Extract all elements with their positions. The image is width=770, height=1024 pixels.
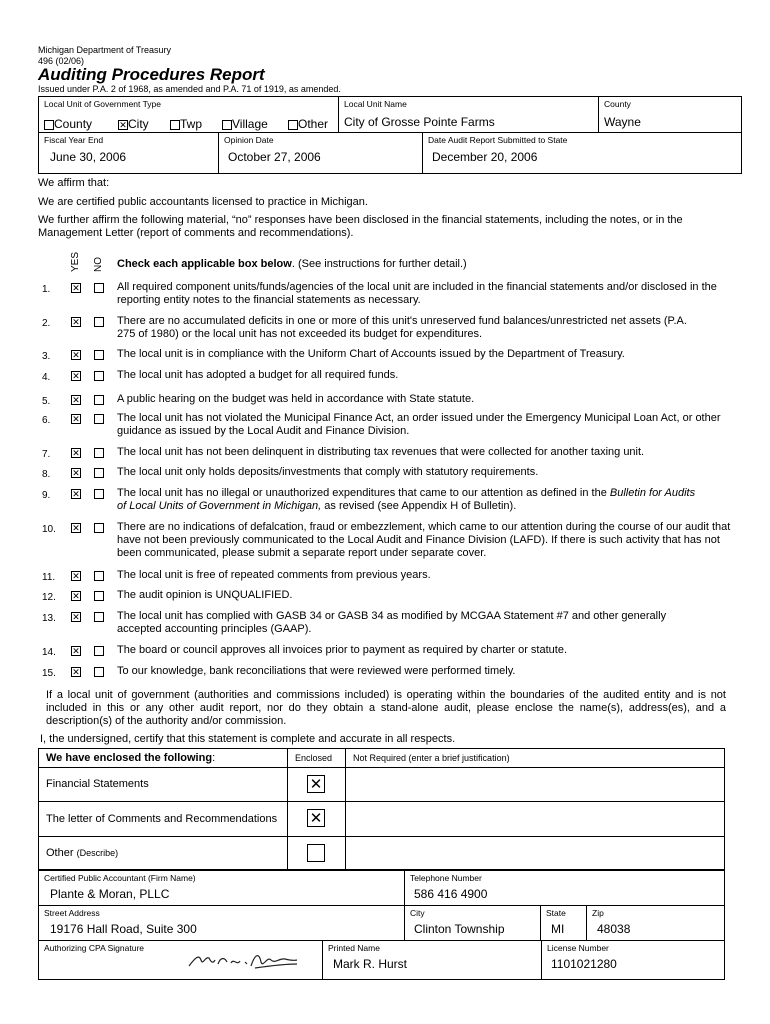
item-number: 4. [42, 372, 51, 383]
printed-name-field[interactable]: Mark R. Hurst [333, 957, 408, 971]
item-text: There are no accumulated deficits in one or more of this unit's unreserved fund balances/unrestricted net assets (P.A. 275 of 1980) or the local unit has not exceeded its budget for expenditures. [117, 315, 687, 340]
cpa-signature[interactable] [185, 944, 300, 979]
item-number: 6. [42, 415, 51, 426]
county-checkbox[interactable] [44, 120, 54, 130]
item-text: The board or council approves all invoices prior to payment as required by charter or statute. [117, 644, 568, 656]
no-checkbox[interactable] [94, 612, 104, 622]
unit-name-field[interactable]: City of Grosse Pointe Farms [344, 115, 495, 129]
item-text: All required component units/funds/agencies of the local unit are included in the financial statements and/or disclosed in the reporting entity notes to the financial statements as necessary. [117, 281, 717, 306]
agency-name: Michigan Department of Treasury [38, 45, 172, 55]
firm-label: Certified Public Accountant (Firm Name) [44, 873, 196, 883]
zip-label: Zip [592, 908, 604, 918]
unit-type-twp[interactable]: Twp [170, 117, 202, 131]
not-required-col-header: Not Required (enter a brief justification) [353, 753, 510, 763]
no-column-header: NO [93, 257, 104, 272]
item-text: A public hearing on the budget was held in accordance with State statute. [117, 393, 475, 405]
item-text: There are no indications of defalcation, fraud or embezzlement, which came to our attention during the course of our audit that have not been previously communicated to the Local Audit and Finance Division (LAFD). If there is such activity that has not been communicated, please submit a separate report under separate cover. [117, 521, 731, 559]
item-number: 2. [42, 318, 51, 329]
submitted-label: Date Audit Report Submitted to State [428, 135, 568, 145]
county-label: County [604, 99, 631, 109]
item-text: The local unit has not been delinquent in distributing tax revenues that were collected for another taxing unit. [117, 446, 645, 458]
yes-checkbox[interactable] [71, 489, 81, 499]
item-number: 7. [42, 449, 51, 460]
letter-comments-label: The letter of Comments and Recommendations [46, 813, 278, 825]
item-text: The local unit is in compliance with the Uniform Chart of Accounts issued by the Department of Treasury. [117, 348, 625, 360]
license-field[interactable]: 1101021280 [551, 957, 617, 971]
state-field[interactable]: MI [551, 922, 565, 936]
village-checkbox[interactable] [222, 120, 232, 130]
item-number: 15. [42, 668, 56, 679]
item-text: The local unit has adopted a budget for all required funds. [117, 369, 399, 381]
yes-checkbox[interactable] [71, 571, 81, 581]
unit-type-village[interactable]: Village [222, 117, 268, 131]
affirm-line-3: We further affirm the following material, “no” responses have been disclosed in the financial statements, including the notes, or in the Management Letter (report of comments and recommendations). [38, 214, 683, 239]
yes-checkbox[interactable] [71, 283, 81, 293]
street-field[interactable]: 19176 Hall Road, Suite 300 [50, 922, 197, 936]
item-text: The local unit is free of repeated comments from previous years. [117, 569, 431, 581]
item-number: 14. [42, 647, 56, 658]
yes-checkbox[interactable] [71, 646, 81, 656]
yes-checkbox[interactable] [71, 395, 81, 405]
unit-type-other[interactable]: Other [288, 117, 328, 131]
item-number: 12. [42, 592, 56, 603]
signature-label: Authorizing CPA Signature [44, 943, 145, 953]
city-field[interactable]: Clinton Township [414, 922, 505, 936]
affirm-line-2: We are certified public accountants licensed to practice in Michigan. [38, 196, 368, 208]
yes-checkbox[interactable] [71, 371, 81, 381]
no-checkbox[interactable] [94, 523, 104, 533]
included-paragraph: If a local unit of government (authorities and commissions included) is operating within the boundaries of the audited entity and is not included in this or any other audit report, nor do they obtain a stand-alone audit, please enclose the name(s), address(es), and a description(s) of the authority and/or commission. [46, 689, 726, 727]
opinion-field[interactable]: October 27, 2006 [228, 150, 321, 164]
item-text: The local unit only holds deposits/investments that comply with statutory requirements. [117, 466, 539, 478]
county-field[interactable]: Wayne [604, 115, 641, 129]
yes-checkbox[interactable] [71, 317, 81, 327]
opinion-label: Opinion Date [224, 135, 274, 145]
no-checkbox[interactable] [94, 468, 104, 478]
twp-checkbox[interactable] [170, 120, 180, 130]
no-checkbox[interactable] [94, 283, 104, 293]
unit-type-city[interactable]: ✕ City [118, 117, 149, 131]
no-checkbox[interactable] [94, 571, 104, 581]
financial-statements-checkbox[interactable]: ✕ [307, 775, 325, 793]
yes-checkbox[interactable] [71, 350, 81, 360]
no-checkbox[interactable] [94, 591, 104, 601]
yes-checkbox[interactable] [71, 414, 81, 424]
item-number: 5. [42, 396, 51, 407]
item-text: The audit opinion is UNQUALIFIED. [117, 589, 293, 601]
form-number: 496 (02/06) [38, 56, 85, 66]
phone-field[interactable]: 586 416 4900 [414, 887, 488, 901]
no-checkbox[interactable] [94, 667, 104, 677]
yes-checkbox[interactable] [71, 612, 81, 622]
license-label: License Number [547, 943, 609, 953]
item-text: The local unit has no illegal or unauthorized expenditures that came to our attention as defined in the Bulletin for Audits of Local Units of Government in Michigan, as revised (see Appendix H of Bulletin). [117, 487, 696, 512]
no-checkbox[interactable] [94, 448, 104, 458]
printed-name-label: Printed Name [328, 943, 380, 953]
item-number: 3. [42, 351, 51, 362]
city-label: City [410, 908, 425, 918]
affirm-line-1: We affirm that: [38, 177, 110, 189]
check-instructions: Check each applicable box below. (See instructions for further detail.) [117, 258, 467, 270]
other-label: Other (Describe) [46, 847, 119, 859]
unit-type-county[interactable]: County [44, 117, 92, 131]
yes-checkbox[interactable] [71, 667, 81, 677]
item-number: 9. [42, 490, 51, 501]
item-number: 10. [42, 524, 56, 535]
financial-statements-label: Financial Statements [46, 778, 149, 790]
item-number: 13. [42, 613, 56, 624]
item-number: 8. [42, 469, 51, 480]
city-checkbox[interactable] [118, 120, 128, 130]
firm-field[interactable]: Plante & Moran, PLLC [50, 887, 170, 901]
other-checkbox[interactable] [307, 844, 325, 862]
yes-checkbox[interactable] [71, 448, 81, 458]
phone-label: Telephone Number [410, 873, 482, 883]
yes-checkbox[interactable] [71, 468, 81, 478]
fye-label: Fiscal Year End [44, 135, 104, 145]
item-text: To our knowledge, bank reconciliations that were reviewed were performed timely. [117, 665, 516, 677]
fye-field[interactable]: June 30, 2006 [50, 150, 127, 164]
item-number: 11. [42, 572, 56, 583]
item-text: The local unit has complied with GASB 34 or GASB 34 as modified by MCGAA Statement #7 and other generally accepted accounting principles (GAAP). [117, 610, 667, 635]
letter-comments-checkbox[interactable]: ✕ [307, 809, 325, 827]
page-title: Auditing Procedures Report [38, 65, 265, 84]
signature-image [185, 944, 300, 974]
no-checkbox[interactable] [94, 646, 104, 656]
no-checkbox[interactable] [94, 414, 104, 424]
enclosed-heading: We have enclosed the following: [46, 752, 216, 764]
yes-checkbox[interactable] [71, 523, 81, 533]
unit-type-label: Local Unit of Government Type [44, 99, 162, 109]
no-checkbox[interactable] [94, 350, 104, 360]
item-text: The local unit has not violated the Municipal Finance Act, an order issued under the Emergency Municipal Loan Act, or other guidance as issued by the Local Audit and Finance Division. [117, 412, 721, 437]
unit-name-label: Local Unit Name [344, 99, 407, 109]
state-label: State [546, 908, 566, 918]
street-label: Street Address [44, 908, 100, 918]
zip-field[interactable]: 48038 [597, 922, 631, 936]
no-checkbox[interactable] [94, 395, 104, 405]
no-checkbox[interactable] [94, 371, 104, 381]
yes-checkbox[interactable] [71, 591, 81, 601]
other-checkbox[interactable] [288, 120, 298, 130]
enclosed-col-header: Enclosed [295, 753, 333, 763]
yes-column-header: YES [70, 251, 81, 272]
submitted-field[interactable]: December 20, 2006 [432, 150, 538, 164]
certify-statement: I, the undersigned, certify that this statement is complete and accurate in all respects. [40, 733, 456, 745]
no-checkbox[interactable] [94, 317, 104, 327]
item-number: 1. [42, 284, 51, 295]
issued-statement: Issued under P.A. 2 of 1968, as amended and P.A. 71 of 1919, as amended. [38, 84, 341, 94]
no-checkbox[interactable] [94, 489, 104, 499]
